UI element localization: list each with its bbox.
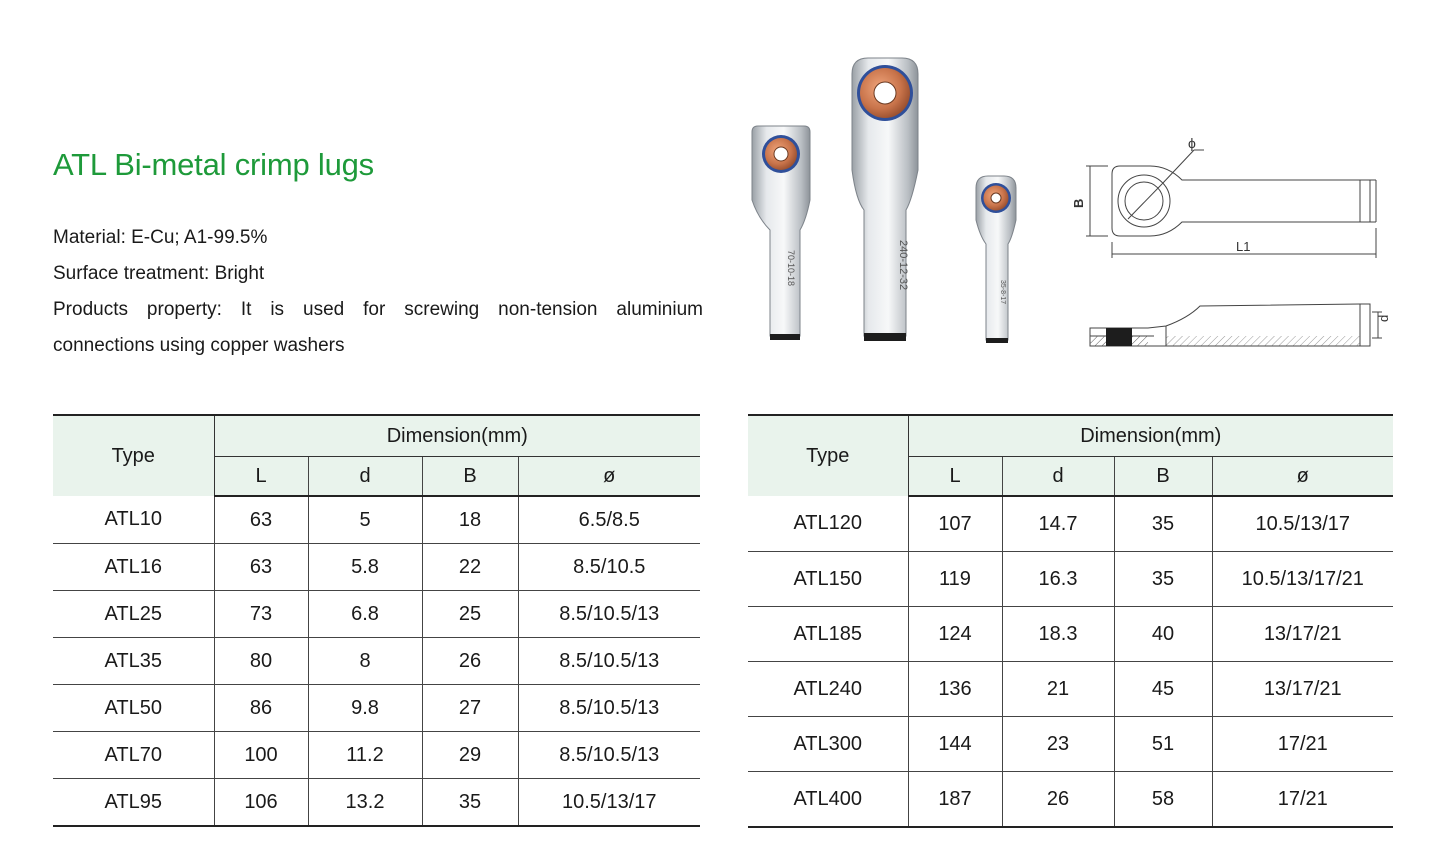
cell-phi: 6.5/8.5 bbox=[518, 496, 700, 544]
cell-type: ATL150 bbox=[748, 552, 908, 607]
cell-d: 26 bbox=[1002, 772, 1114, 828]
table-row bbox=[748, 607, 1393, 662]
cell-d: 6.8 bbox=[308, 591, 422, 638]
cell-phi: 13/17/21 bbox=[1212, 607, 1393, 662]
cell-L: 86 bbox=[214, 685, 308, 732]
header-d: d bbox=[308, 457, 422, 497]
table-row bbox=[53, 544, 700, 591]
drawing-label-d: d bbox=[1376, 314, 1391, 322]
table-row bbox=[748, 662, 1393, 717]
cell-d: 5 bbox=[308, 496, 422, 544]
cell-L: 119 bbox=[908, 552, 1002, 607]
cell-B: 35 bbox=[1114, 496, 1212, 552]
cell-d: 18.3 bbox=[1002, 607, 1114, 662]
cell-B: 51 bbox=[1114, 717, 1212, 772]
cell-type: ATL10 bbox=[53, 496, 214, 544]
spec-table-right bbox=[748, 414, 1393, 828]
table-row bbox=[53, 732, 700, 779]
header-B: B bbox=[1114, 457, 1212, 497]
product-description bbox=[53, 220, 703, 364]
cell-L: 107 bbox=[908, 496, 1002, 552]
drawing-label-l1: L1 bbox=[1236, 239, 1251, 254]
spec-table-left bbox=[53, 414, 700, 827]
header-phi: ø bbox=[518, 457, 700, 497]
cell-L: 187 bbox=[908, 772, 1002, 828]
header-dimension: Dimension(mm) bbox=[908, 415, 1393, 457]
cell-type: ATL70 bbox=[53, 732, 214, 779]
cell-type: ATL35 bbox=[53, 638, 214, 685]
table-row bbox=[53, 638, 700, 685]
table-row bbox=[53, 591, 700, 638]
drawing-label-b: B bbox=[1071, 198, 1086, 208]
cell-d: 8 bbox=[308, 638, 422, 685]
cell-type: ATL240 bbox=[748, 662, 908, 717]
cell-d: 5.8 bbox=[308, 544, 422, 591]
cell-L: 63 bbox=[214, 544, 308, 591]
product-photo bbox=[740, 50, 1060, 350]
drawing-label-phi: ϕ bbox=[1188, 135, 1196, 151]
cell-d: 11.2 bbox=[308, 732, 422, 779]
table-row bbox=[748, 496, 1393, 552]
cell-B: 18 bbox=[422, 496, 518, 544]
cell-B: 35 bbox=[422, 779, 518, 827]
cell-type: ATL120 bbox=[748, 496, 908, 552]
table-row bbox=[748, 552, 1393, 607]
cell-L: 100 bbox=[214, 732, 308, 779]
cell-B: 26 bbox=[422, 638, 518, 685]
header-L: L bbox=[908, 457, 1002, 497]
cell-phi: 8.5/10.5/13 bbox=[518, 732, 700, 779]
cell-L: 80 bbox=[214, 638, 308, 685]
cell-phi: 8.5/10.5/13 bbox=[518, 638, 700, 685]
cell-type: ATL50 bbox=[53, 685, 214, 732]
header-type: Type bbox=[748, 415, 908, 496]
cell-phi: 8.5/10.5/13 bbox=[518, 591, 700, 638]
cell-phi: 17/21 bbox=[1212, 717, 1393, 772]
table-row bbox=[53, 496, 700, 544]
lug-small-2-label: 35-8-17 bbox=[999, 280, 1006, 305]
cell-phi: 8.5/10.5/13 bbox=[518, 685, 700, 732]
header-L: L bbox=[214, 457, 308, 497]
cell-type: ATL95 bbox=[53, 779, 214, 827]
cell-type: ATL25 bbox=[53, 591, 214, 638]
cell-L: 124 bbox=[908, 607, 1002, 662]
table-row bbox=[748, 772, 1393, 828]
cell-B: 25 bbox=[422, 591, 518, 638]
cell-type: ATL16 bbox=[53, 544, 214, 591]
technical-drawing bbox=[1070, 130, 1400, 360]
page-title: ATL Bi-metal crimp lugs bbox=[53, 147, 374, 182]
table-row bbox=[53, 779, 700, 827]
header-phi: ø bbox=[1212, 457, 1393, 497]
cell-d: 16.3 bbox=[1002, 552, 1114, 607]
cell-type: ATL400 bbox=[748, 772, 908, 828]
header-B: B bbox=[422, 457, 518, 497]
cell-phi: 10.5/13/17 bbox=[1212, 496, 1393, 552]
cell-L: 106 bbox=[214, 779, 308, 827]
lug-large bbox=[852, 58, 918, 341]
cell-type: ATL185 bbox=[748, 607, 908, 662]
cell-phi: 10.5/13/17 bbox=[518, 779, 700, 827]
cell-phi: 8.5/10.5 bbox=[518, 544, 700, 591]
lug-small-1-label: 70-10-18 bbox=[786, 250, 796, 287]
cell-B: 40 bbox=[1114, 607, 1212, 662]
cell-d: 13.2 bbox=[308, 779, 422, 827]
cell-B: 58 bbox=[1114, 772, 1212, 828]
cell-B: 27 bbox=[422, 685, 518, 732]
header-d: d bbox=[1002, 457, 1114, 497]
header-dimension: Dimension(mm) bbox=[214, 415, 700, 457]
table-row bbox=[53, 685, 700, 732]
cell-L: 63 bbox=[214, 496, 308, 544]
cell-B: 22 bbox=[422, 544, 518, 591]
property-line-2: connections using copper washers bbox=[53, 335, 345, 356]
cell-phi: 17/21 bbox=[1212, 772, 1393, 828]
cell-d: 21 bbox=[1002, 662, 1114, 717]
table-row bbox=[748, 717, 1393, 772]
cell-B: 45 bbox=[1114, 662, 1212, 717]
lug-small-1 bbox=[752, 126, 810, 340]
cell-phi: 13/17/21 bbox=[1212, 662, 1393, 717]
surface-line: Surface treatment: Bright bbox=[53, 263, 265, 284]
lug-small-2 bbox=[976, 176, 1016, 343]
cell-phi: 10.5/13/17/21 bbox=[1212, 552, 1393, 607]
cell-L: 136 bbox=[908, 662, 1002, 717]
cell-B: 35 bbox=[1114, 552, 1212, 607]
cell-B: 29 bbox=[422, 732, 518, 779]
cell-d: 9.8 bbox=[308, 685, 422, 732]
cell-d: 14.7 bbox=[1002, 496, 1114, 552]
material-line: Material: E-Cu; A1-99.5% bbox=[53, 227, 268, 248]
cell-L: 144 bbox=[908, 717, 1002, 772]
cell-L: 73 bbox=[214, 591, 308, 638]
cell-d: 23 bbox=[1002, 717, 1114, 772]
property-line-1: Products property: It is used for screwing non-tension aluminium bbox=[53, 299, 703, 320]
header-type: Type bbox=[53, 415, 214, 496]
cell-type: ATL300 bbox=[748, 717, 908, 772]
lug-large-label: 240-12-32 bbox=[897, 240, 909, 291]
